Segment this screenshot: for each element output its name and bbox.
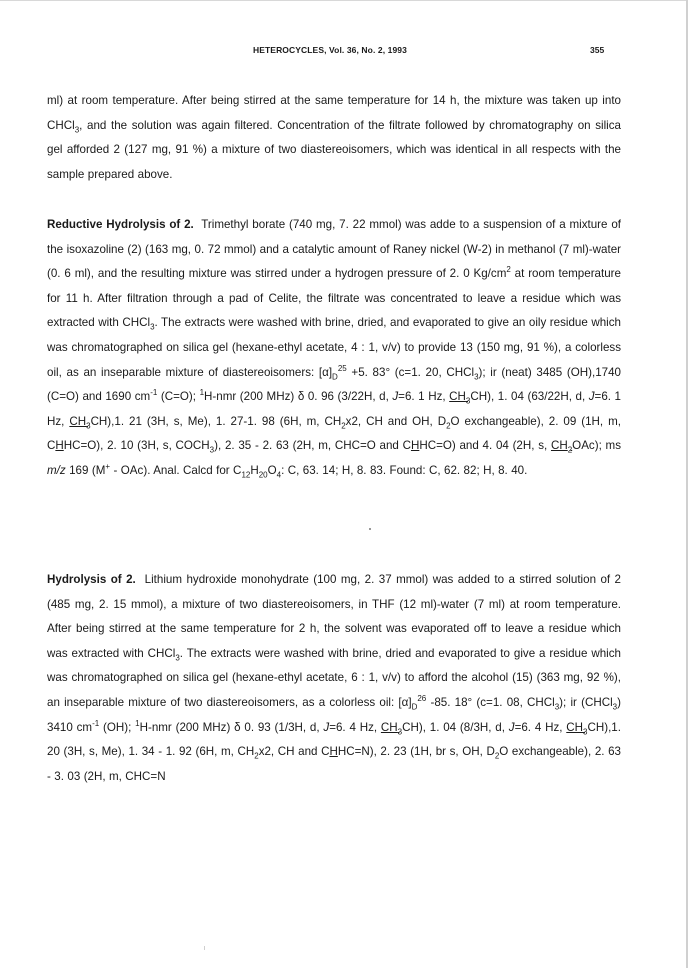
scan-mark: [204, 946, 205, 950]
paragraph-continuation: ml) at room temperature. After being stirred at the same temperature for 14 h, the mixture was taken up into CHCl$_3$, and the solution was again filtered. Concentration of the filtrate followed by chromatography on silica gel afforded 2 (127 mg, 91 %) a mixture of two diastereoisomers, which was identical in all respects with the sample prepared above.: [47, 94, 621, 181]
paragraph-body: Lithium hydroxide monohydrate (100 mg, 2. 37 mmol) was added to a stirred solution of 2 (485 mg, 2. 15 mmol), a mixture of two diastereoisomers, in THF (12 ml)-water (7 ml) at room temperature. After being stirred at the same temperature for 2 h, the solvent was evaporated off to leave a residue which was extracted with CHCl$_3$. The extracts were washed with brine, dried and evaporated to give a residue which was chromatographed on silica gel (hexane-ethyl acetate, 6 : 1, v/v) to afford the alcohol (15) (363 mg, 92 %), an inseparable mixture of two diastereoisomers, as a colorless oil: $[\alpha]_D^{26}$ -85. 18° (c=1. 08, CHCl$_3$); ir (CHCl$_3$) 3410 $cm^{-1}$ (OH); $^1$H-nmr (200 MHz) δ 0. 93 (1/3H, d, J=6. 4 Hz, $CH_3CH$), 1. 04 (8/3H, d, J=6. 4 Hz, $CH_3CH),1$. 20 (3H, s, Me), 1. 34 - 1. 92 (6H, m, $CH_2x2$, CH and CHHC=N), 2. 23 (1H, br s, OH, $D_2O$ exchangeable), 2. 63 - 3. 03 (2H, m, CHC=N: [47, 573, 621, 783]
scan-top-edge: [0, 0, 688, 1]
paragraph-body: Trimethyl borate (740 mg, 7. 22 mmol) was adde to a suspension of a mixture of the isoxazoline (2) (163 mg, 0. 72 mmol) and a catalytic amount of Raney nickel (W-2) in methanol (7 ml)-water (0. 6 ml), and the resulting mixture was stirred under a hydrogen pressure of 2. 0 $Kg/cm^2$ at room temperature for 11 h. After filtration through a pad of Celite, the filtrate was concentrated to leave a residue which was extracted with CHCl$_3$. The extracts were washed with brine, dried, and evaporated to give an oily residue which was chromatographed on silica gel (hexane-ethyl acetate, 4 : 1, v/v) to provide 13 (150 mg, 91 %), a colorless oil, as an inseparable mixture of diastereoisomers: $[\alpha]_D^{25} +5$. 83° (c=1. 20, CHCl$_3$); ir (neat) 3485 (OH),1740 (C=O) and 1690 $cm^{-1}$ (C=O); $^1$H-nmr (200 MHz) δ 0. 96 (3/22H, d, J=6. 1 Hz, $CH_3CH$), 1. 04 (63/22H, d, J=6. 1 Hz, $CH_3CH),1$. 21 (3H, s, Me), 1. 27-1. 98 (6H, m, $CH_2x2$, CH and OH, $D_2O$ exchangeable), 2. 09 (1H, m, CHHC=O), 2. 10 (3H, s, $COCH_3$), 2. 35 - 2. 63 (2H, m, CHC=O and CHHC=O) and 4. 04 (2H, s, $CH_2OAc$); ms m/z 169 (M+ - OAc). Anal. Calcd for $C_{12}H_{20}O_4$: C, 63. 14; H, 8. 83. Found: C, 62. 82; H, 8. 40.: [47, 218, 622, 480]
section-heading-hydrolysis: Hydrolysis of 2.: [47, 573, 136, 586]
paragraph-hydrolysis: [47, 568, 621, 789]
running-head: HETEROCYCLES, Vol. 36, No. 2, 1993: [253, 45, 407, 55]
stray-mark: [369, 528, 371, 530]
paragraph-reductive-hydrolysis: [47, 213, 621, 484]
section-heading-reductive-hydrolysis: Reductive Hydrolysis of 2.: [47, 218, 194, 231]
page-number: 355: [590, 45, 605, 55]
